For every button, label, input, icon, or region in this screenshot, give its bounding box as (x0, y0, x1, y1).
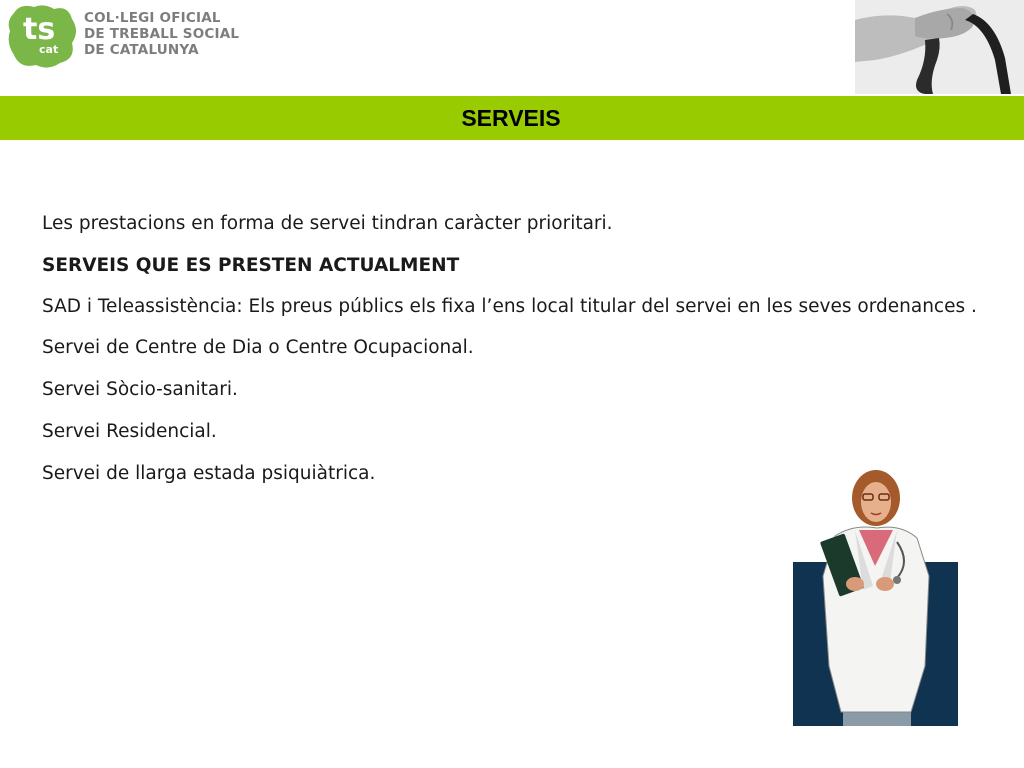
org-name-line-1: COL·LEGI OFICIAL (84, 10, 221, 26)
header (0, 0, 1024, 96)
ts-cat-logo (6, 3, 78, 69)
doctor-illustration (793, 466, 958, 726)
paragraph-sociosanitari: Servei Sòcio-sanitari. (42, 379, 238, 400)
elderly-hand-cane-photo (855, 0, 1024, 94)
org-name-line-3: DE CATALUNYA (84, 42, 199, 58)
logo-cat-text: cat (39, 43, 59, 56)
slide-title (0, 96, 1024, 140)
title-band (0, 96, 1024, 140)
logo-mark-text: ts (23, 12, 56, 47)
slide-title-text: SERVEIS (461, 105, 561, 131)
paragraph-residencial: Servei Residencial. (42, 421, 217, 442)
paragraph-sad: SAD i Teleassistència: Els preus públics els fixa l’ens local titular del servei en les seves ordenances . (42, 296, 977, 317)
paragraph-heading: SERVEIS QUE ES PRESTEN ACTUALMENT (42, 255, 460, 276)
org-name-line-2: DE TREBALL SOCIAL (84, 26, 240, 42)
paragraph-intro: Les prestacions en forma de servei tindran caràcter prioritari. (42, 213, 613, 234)
paragraph-centre-dia: Servei de Centre de Dia o Centre Ocupacional. (42, 337, 474, 358)
slide-content (42, 208, 990, 500)
organization-name (84, 10, 284, 58)
paragraph-llarga-estada: Servei de llarga estada psiquiàtrica. (42, 463, 376, 484)
